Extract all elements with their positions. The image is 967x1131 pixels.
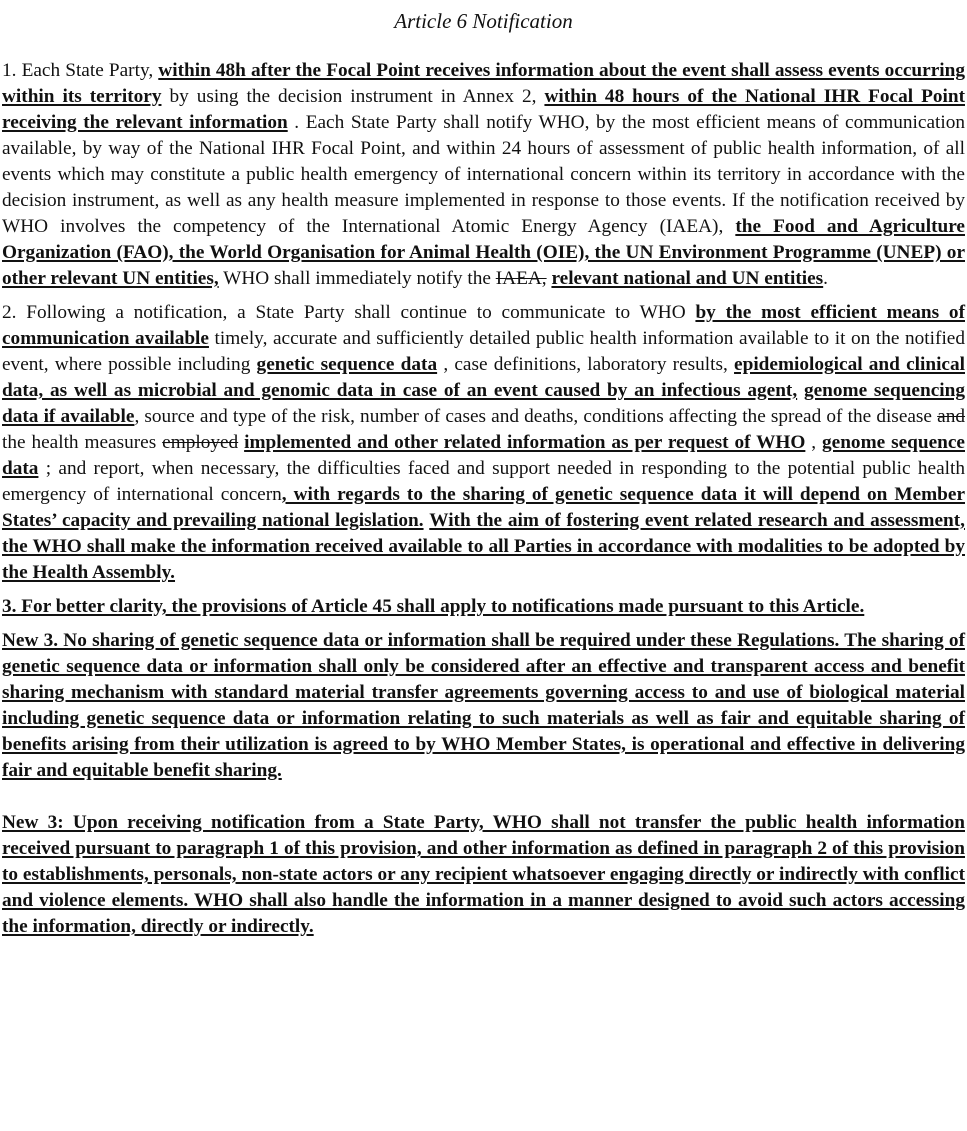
page-title: Article 6 Notification xyxy=(394,9,573,33)
inserted-text: within 48 hours of the National IHR Focal Point receiving the relevant information xyxy=(2,86,965,133)
body-text: . xyxy=(823,268,828,289)
body-text: 1. Each State Party, xyxy=(2,60,159,81)
inserted-text: implemented and other related information as per request of WHO xyxy=(244,432,806,453)
deleted-text: IAEA, xyxy=(495,268,547,289)
deleted-text: and xyxy=(937,406,965,427)
document-body xyxy=(2,58,965,940)
paragraph-new-3a xyxy=(2,628,965,784)
paragraph-2 xyxy=(2,300,965,586)
inserted-text: , with regards to the sharing of genetic sequence data it will depend on Member States’ capacity and prevailing national legislation. xyxy=(2,484,965,531)
paragraph-1 xyxy=(2,58,965,292)
inserted-text: genetic sequence data xyxy=(256,354,438,375)
inserted-text: by the most efficient means of communication available xyxy=(2,302,965,349)
document-page xyxy=(2,8,965,948)
inserted-text: genome sequencing data if available xyxy=(2,380,965,427)
inserted-text: With the aim of fostering event related research and assessment, the WHO shall make the information received available to all Parties in accordance with modalities to be adopted by the Health Assembly. xyxy=(2,510,965,583)
body-text: , case definitions, laboratory results, xyxy=(437,354,735,375)
body-text: 2. Following a notification, a State Party shall continue to communicate to WHO xyxy=(2,302,696,323)
inserted-text: 3. For better clarity, the provisions of Article 45 shall apply to notifications made pursuant to this Article. xyxy=(2,596,865,617)
body-text: ; and report, when necessary, the difficulties faced and support needed in responding to the potential public health emergency of international concern xyxy=(2,458,965,505)
inserted-text: genome sequence data xyxy=(2,432,965,479)
inserted-text: relevant national and UN entities xyxy=(551,268,824,289)
inserted-text: New 3. No sharing of genetic sequence data or information shall be required under these Regulations. The sharing of genetic sequence data or information shall only be considered after an effective and transparent access and benefit sharing mechanism with standard material transfer agreements governing access to and use of biological material including genetic sequence data or information relating to such materials as well as fair and equitable sharing of benefits arising from their utilization is agreed to by WHO Member States, is operational and effective in delivering fair and equitable benefit sharing. xyxy=(2,630,965,781)
inserted-text: New 3: Upon receiving notification from a State Party, WHO shall not transfer the public health information received pursuant to paragraph 1 of this provision, and other information as defined in paragraph 2 of this provision to establishments, personals, non-state actors or any recipient whatsoever engaging directly or indirectly with conflict and violence elements. WHO shall also handle the information in a manner designed to avoid such actors accessing the information, directly or indirectly. xyxy=(2,812,965,937)
body-text: by using the decision instrument in Annex 2, xyxy=(161,86,545,107)
deleted-text: employed xyxy=(162,432,239,453)
body-text: the health measures xyxy=(2,432,163,453)
inserted-text: epidemiological and clinical data, as well as microbial and genomic data in case of an event caused by an infectious agent, xyxy=(2,354,965,401)
paragraph-new-3b xyxy=(2,810,965,940)
body-text xyxy=(797,380,804,401)
inserted-text: the Food and Agriculture Organization (FAO), the World Organisation for Animal Health (OIE), the UN Environment Programme (UNEP) or other relevant UN entities, xyxy=(2,216,965,289)
paragraph-3 xyxy=(2,594,965,620)
body-text: , source and type of the risk, number of cases and deaths, conditions affecting the spread of the disease xyxy=(134,406,938,427)
inserted-text: within 48h after the Focal Point receives information about the event shall assess events occurring within its territory xyxy=(2,60,965,107)
body-text: . Each State Party shall notify WHO, by the most efficient means of communication available, by way of the National IHR Focal Point, and within 24 hours of assessment of public health information, of all events which may constitute a public health emergency of international concern within its territory in accordance with the decision instrument, as well as any health measure implemented in response to those events. If the notification received by WHO involves the competency of the International Atomic Energy Agency (IAEA), xyxy=(2,112,965,237)
body-text: , xyxy=(805,432,822,453)
body-text: timely, accurate and sufficiently detailed public health information available to it on the notified event, where possible including xyxy=(2,328,965,375)
body-text: WHO shall immediately notify the xyxy=(218,268,496,289)
